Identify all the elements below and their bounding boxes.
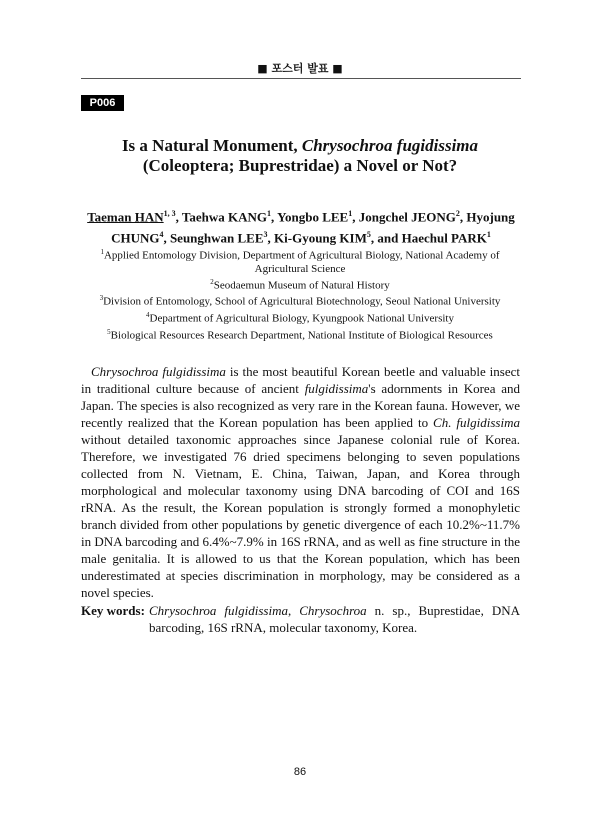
author-list: Taeman HAN$^{1, 3}$, Taehwa KANG$^1$, Yongbo LEE$^1$, Jongchel JEONG$^2$, Hyojung CHUNG$^4$, Seunghwan LEE$^3$, Ki-Gyoung KIM$^5$, and Haechul PARK$^1$ bbox=[87, 209, 515, 246]
author-name: Ki-Gyoung KIM bbox=[274, 230, 367, 246]
affiliation-sup: 5 bbox=[107, 327, 111, 336]
affiliation-list bbox=[70, 246, 530, 342]
affiliation-text: Division of Entomology, School of Agricultural Biotechnology, Seoul National University bbox=[103, 295, 501, 308]
keyword-separator: , bbox=[287, 603, 300, 618]
abstract-text: 's adornments in Korea and Japan. The species is also recognized as very rare in the Korean fauna. However, we recently realized that the Korean population has been applied to bbox=[81, 381, 520, 430]
paper-title bbox=[60, 136, 540, 176]
affiliation-item bbox=[70, 276, 530, 293]
affiliation-sup: 3 bbox=[99, 294, 104, 303]
author-name: Seunghwan LEE bbox=[169, 230, 264, 246]
abstract-species-2: fulgidissima bbox=[304, 381, 369, 396]
poster-code-badge: P006 bbox=[81, 95, 124, 111]
affiliation-text: Seodaemun Museum of Natural History bbox=[213, 279, 390, 292]
affiliation-item bbox=[70, 292, 530, 309]
affiliation-sup: 4 bbox=[146, 310, 150, 319]
keyword-genus: Chrysochroa bbox=[299, 603, 367, 618]
title-part-2: (Coleoptera; Buprestridae) a Novel or Not? bbox=[142, 156, 458, 175]
affiliation-item bbox=[70, 309, 530, 326]
author-name: Taeman HAN bbox=[87, 209, 164, 225]
author-affil-sup: 1 bbox=[348, 209, 353, 218]
abstract-species-3: Ch. fulgidissima bbox=[433, 415, 520, 430]
section-header-label: ■ 포스터 발표 ■ bbox=[257, 62, 343, 75]
author-name: Taehwa KANG bbox=[181, 209, 268, 225]
author-affil-sup: 3 bbox=[263, 230, 268, 240]
author-affil-sup: 1 bbox=[267, 209, 272, 218]
affiliation-text: Department of Agricultural Biology, Kyungpook National University bbox=[149, 312, 454, 325]
abstract-species-1: Chrysochroa fulgidissima bbox=[91, 364, 226, 379]
keywords-text bbox=[149, 602, 520, 636]
abstract-text: without detailed taxonomic approaches since Japanese colonial rule of Korea. Therefore, we investigated 76 dried specimens belonging to seven populations collected from N. Vietnam, E. China, Taiwan, Japan, and Korea through morphological and molecular taxonomy using DNA barcoding of COI and 16S rRNA. As the result, the Korean population is strongly formed a monophyletic branch divided from other populations by genetic divergence of each 10.2%~11.7% in DNA barcoding and 6.4%~7.9% in 16S rRNA, and as well as fine structure in the male genitalia. It is allowed to us that the Korean population, which has been underestimated at species discrimination in morphology, may be considered as a novel species. bbox=[81, 432, 520, 600]
author-affil-sup: 2 bbox=[455, 209, 460, 218]
keyword-species: Chrysochroa fulgidissima bbox=[149, 603, 288, 618]
keyword-rest: n. sp., Buprestidae, DNA barcoding, 16S rRNA, molecular taxonomy, Korea. bbox=[149, 603, 520, 635]
author-affil-sup: 5 bbox=[366, 230, 371, 240]
abstract-paragraph bbox=[81, 363, 520, 601]
keywords-label: Key words: bbox=[81, 603, 145, 618]
author-affil-sup: 1 bbox=[486, 230, 491, 240]
author-name: Jongchel JEONG bbox=[358, 209, 456, 225]
header-divider bbox=[81, 78, 521, 79]
author-affil-sup: 1, 3 bbox=[163, 209, 176, 218]
affiliation-text: Applied Entomology Division, Department of Agricultural Biology, National Academy of bbox=[103, 249, 500, 262]
affiliation-item bbox=[70, 246, 530, 263]
abstract-text: is the most beautiful Korean beetle and valuable insect in traditional culture because of ancient bbox=[81, 364, 520, 396]
author-name: Haechul PARK bbox=[401, 230, 487, 246]
affiliation-item-continued bbox=[70, 263, 530, 276]
author-affil-sup: 4 bbox=[159, 230, 164, 240]
page-number: 86 bbox=[293, 766, 307, 778]
author-name: Yongbo LEE bbox=[277, 209, 349, 225]
title-part-1: Is a Natural Monument, bbox=[121, 136, 302, 155]
title-species: Chrysochroa fugidissima bbox=[301, 136, 479, 155]
affiliation-sup: 2 bbox=[210, 277, 214, 286]
affiliation-text: Agricultural Science bbox=[254, 262, 346, 275]
affiliation-sup: 1 bbox=[100, 248, 104, 256]
affiliation-item bbox=[70, 326, 530, 343]
author-name: Hyojung CHUNG bbox=[111, 209, 515, 246]
affiliation-text: Biological Resources Research Department, National Institute of Biological Resources bbox=[110, 329, 493, 342]
